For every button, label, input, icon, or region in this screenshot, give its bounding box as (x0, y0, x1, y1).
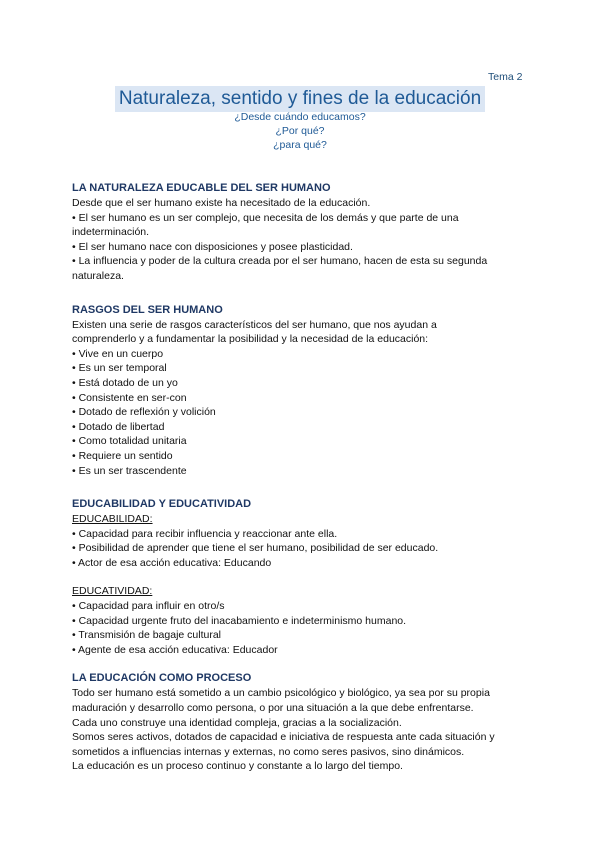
question-3: ¿para qué? (273, 139, 327, 151)
list-item: • Requiere un sentido (72, 449, 173, 462)
document-body (72, 181, 532, 774)
paragraph-line: sometidos a influencias internas y externas, no como seres pasivos, sino dinámicos. (72, 745, 465, 758)
paragraph-line: naturaleza. (72, 269, 124, 282)
paragraph-line: • La influencia y poder de la cultura creada por el ser humano, hacen de esta su segunda (72, 255, 488, 268)
section-heading-proceso: LA EDUCACIÓN COMO PROCESO (72, 672, 252, 685)
list-item: • Transmisión de bagaje cultural (72, 629, 222, 642)
document-title: Naturaleza, sentido y fines de la educación (115, 86, 485, 112)
list-item: • Está dotado de un yo (72, 376, 178, 389)
section-heading-rasgos: RASGOS DEL SER HUMANO (72, 303, 223, 316)
section-heading-educabilidad: EDUCABILIDAD Y EDUCATIVIDAD (72, 498, 252, 511)
title-wrap (0, 86, 600, 112)
topic-number: Tema 2 (488, 71, 523, 83)
list-item: • Capacidad para recibir influencia y reaccionar ante ella. (72, 527, 338, 540)
paragraph-line: • El ser humano es un ser complejo, que necesita de los demás y que parte de una (72, 211, 459, 224)
list-item: • Es un ser trascendente (72, 464, 187, 477)
paragraph-line: indeterminación. (72, 226, 150, 239)
list-item: • Consistente en ser-con (72, 391, 187, 404)
list-item: • Agente de esa acción educativa: Educador (72, 643, 278, 656)
paragraph-line: maduración y desarrollo como persona, o por una situación a la que debe enfrentarse. (72, 702, 474, 715)
paragraph-line: Cada uno construye una identidad compleja, gracias a la socialización. (72, 716, 402, 729)
paragraph-line: Somos seres activos, dotados de capacidad e iniciativa de respuesta ante cada situación y (72, 731, 495, 744)
list-item: • Como totalidad unitaria (72, 435, 187, 448)
list-item: • Capacidad para influir en otro/s (72, 600, 225, 613)
subheading-educatividad: EDUCATIVIDAD: (72, 585, 153, 598)
subheading-educabilidad: EDUCABILIDAD: (72, 513, 153, 526)
list-item: • Capacidad urgente fruto del inacabamiento e indeterminismo humano. (72, 614, 407, 627)
list-item: • Actor de esa acción educativa: Educando (72, 556, 272, 569)
paragraph-line: Existen una serie de rasgos característicos del ser humano, que nos ayudan a (72, 318, 437, 331)
question-2: ¿Por qué? (275, 125, 325, 137)
paragraph-line: Todo ser humano está sometido a un cambio psicológico y biológico, ya sea por su propia (72, 687, 490, 700)
question-1: ¿Desde cuándo educamos? (234, 111, 366, 123)
list-item: • Dotado de reflexión y volición (72, 406, 216, 419)
paragraph-line: Desde que el ser humano existe ha necesitado de la educación. (72, 197, 371, 209)
paragraph-line: comprenderlo y a fundamentar la posibilidad y la necesidad de la educación: (72, 333, 429, 346)
list-item: • Posibilidad de aprender que tiene el ser humano, posibilidad de ser educado. (72, 542, 439, 555)
paragraph-line: La educación es un proceso continuo y constante a lo largo del tiempo. (72, 760, 403, 773)
list-item: • Vive en un cuerpo (72, 347, 164, 360)
paragraph-line: • El ser humano nace con disposiciones y posee plasticidad. (72, 240, 353, 253)
list-item: • Es un ser temporal (72, 362, 167, 375)
section-heading-naturaleza: LA NATURALEZA EDUCABLE DEL SER HUMANO (72, 182, 331, 194)
list-item: • Dotado de libertad (72, 420, 165, 433)
